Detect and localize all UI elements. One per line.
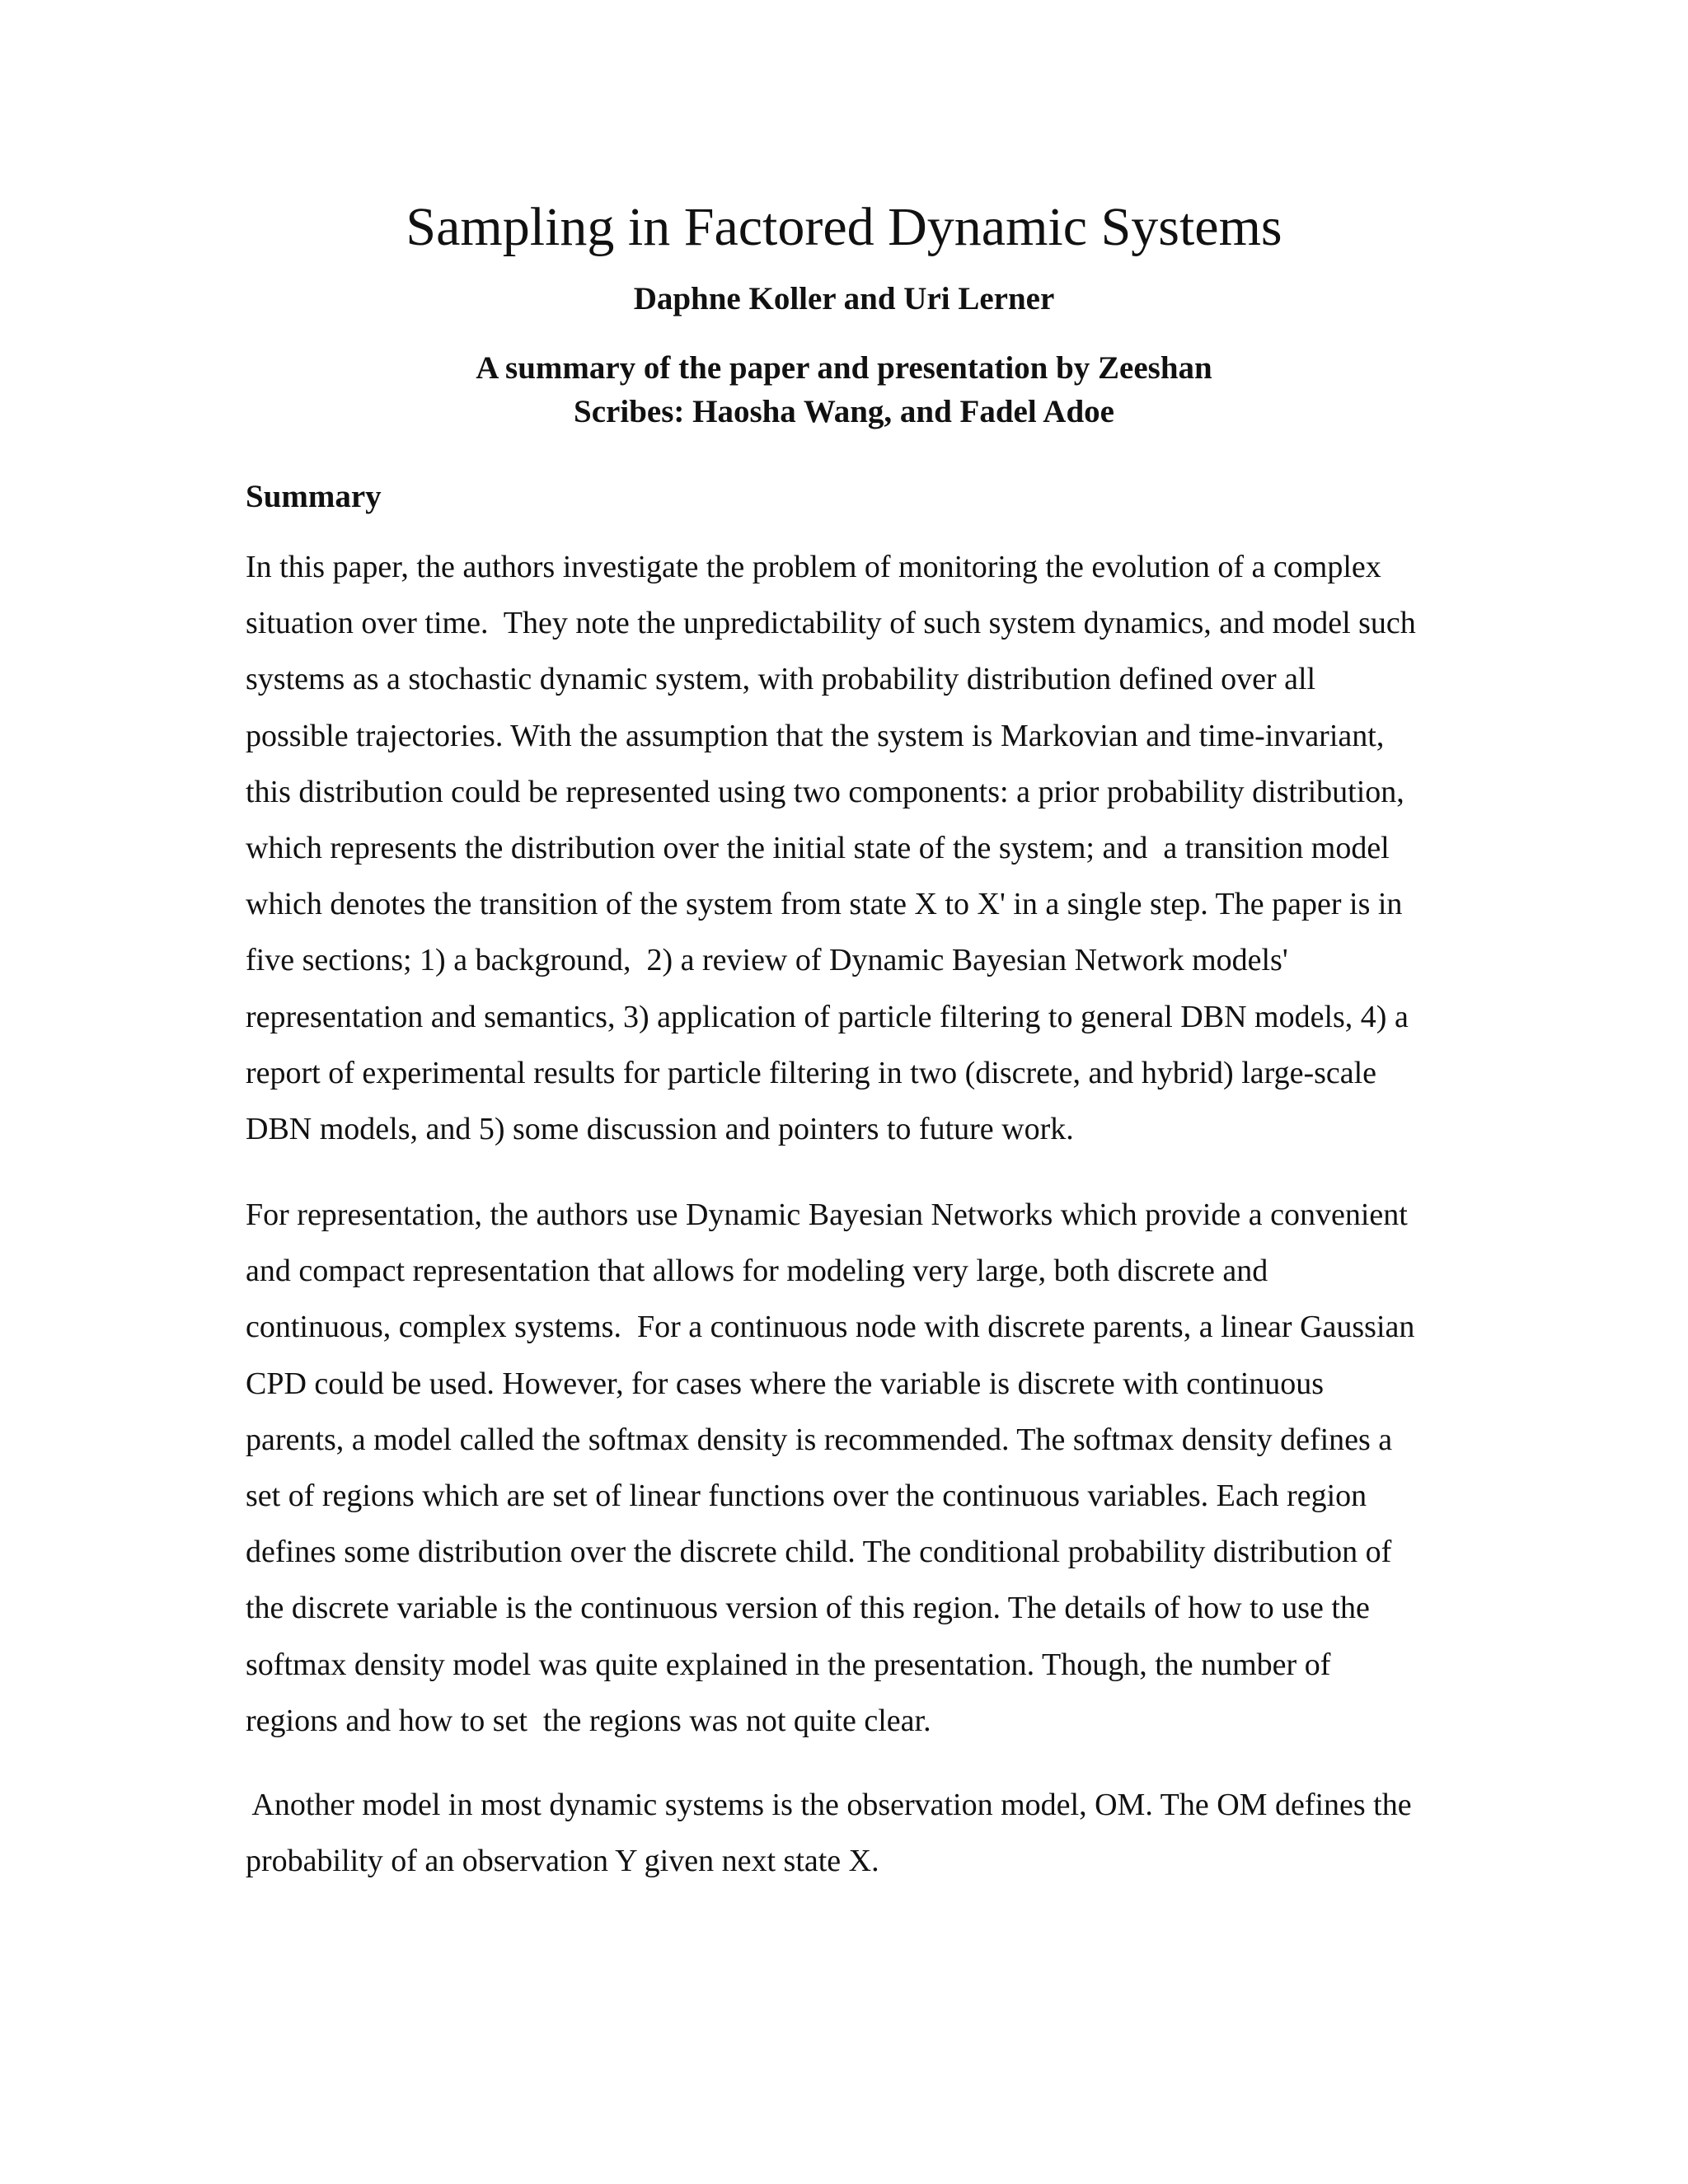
paragraph-line: DBN models, and 5) some discussion and pointers to future work. — [246, 1112, 1074, 1147]
paragraph-line: and compact representation that allows for modeling very large, both discrete and — [246, 1254, 1268, 1289]
paragraph-line: regions and how to set the regions was not quite clear. — [246, 1703, 931, 1738]
paragraph-line: situation over time. They note the unpredictability of such system dynamics, and model such — [246, 606, 1416, 641]
paragraph-line: report of experimental results for particle filtering in two (discrete, and hybrid) large-scale — [246, 1055, 1377, 1090]
paper-title: Sampling in Factored Dynamic Systems — [406, 197, 1282, 257]
paragraph-line: representation and semantics, 3) application of particle filtering to general DBN models, 4) a — [246, 999, 1409, 1034]
paragraph-line: Another model in most dynamic systems is the observation model, OM. The OM defines the — [246, 1788, 1412, 1822]
paragraph-line: CPD could be used. However, for cases where the variable is discrete with continuous — [246, 1366, 1325, 1401]
paragraph-line: which represents the distribution over the initial state of the system; and a transition model — [246, 831, 1390, 866]
paper-authors: Daphne Koller and Uri Lerner — [633, 281, 1055, 316]
paragraph-line: systems as a stochastic dynamic system, with probability distribution defined over all — [246, 662, 1316, 697]
section-heading-summary: Summary — [246, 479, 382, 514]
paragraph-line: possible trajectories. With the assumption that the system is Markovian and time-invariant, — [246, 718, 1385, 753]
paragraph-2 — [246, 1187, 1465, 1749]
paragraph-1 — [246, 539, 1465, 1157]
paragraph-line: this distribution could be represented using two components: a prior probability distribution, — [246, 774, 1404, 809]
paragraph-line: defines some distribution over the discrete child. The conditional probability distribution of — [246, 1535, 1392, 1570]
paragraph-line: set of regions which are set of linear functions over the continuous variables. Each region — [246, 1479, 1367, 1514]
paragraph-line: which denotes the transition of the system from state X to X' in a single step. The paper is in — [246, 887, 1403, 922]
scribes-credit: Scribes: Haosha Wang, and Fadel Adoe — [574, 394, 1114, 429]
paragraph-line: softmax density model was quite explained in the presentation. Though, the number of — [246, 1647, 1331, 1682]
paragraph-3 — [246, 1777, 1465, 1889]
paragraph-line: five sections; 1) a background, 2) a review of Dynamic Bayesian Network models' — [246, 943, 1288, 978]
summary-credit: A summary of the paper and presentation by Zeeshan — [476, 350, 1212, 386]
paragraph-line: continuous, complex systems. For a continuous node with discrete parents, a linear Gaussian — [246, 1310, 1415, 1345]
paragraph-line: parents, a model called the softmax density is recommended. The softmax density defines a — [246, 1422, 1393, 1457]
paragraph-line: For representation, the authors use Dynamic Bayesian Networks which provide a convenient — [246, 1197, 1408, 1232]
paragraph-line: In this paper, the authors investigate the problem of monitoring the evolution of a complex — [246, 550, 1381, 584]
paragraph-line: the discrete variable is the continuous version of this region. The details of how to use the — [246, 1591, 1370, 1626]
paragraph-line: probability of an observation Y given next state X. — [246, 1844, 879, 1879]
